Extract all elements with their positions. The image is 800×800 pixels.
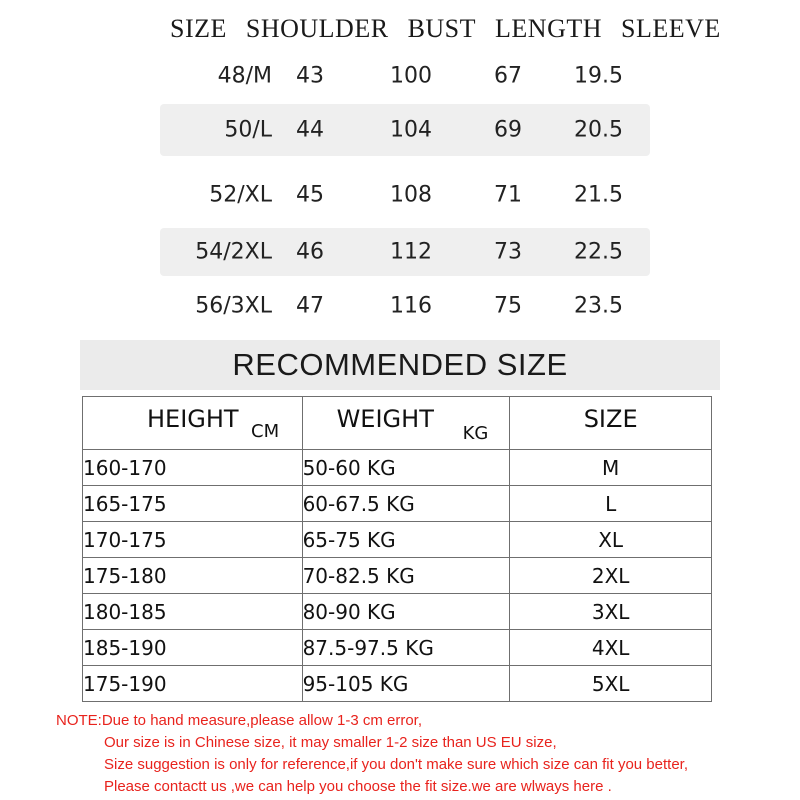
- table-row: [83, 630, 712, 666]
- bust-cell: 116: [390, 293, 432, 319]
- shoulder-cell: 43: [296, 63, 324, 89]
- sleeve-cell: 23.5: [574, 293, 623, 319]
- shoulder-cell: 47: [296, 293, 324, 319]
- weight-cell: 80-90 KG: [302, 594, 510, 630]
- table-header-row: [83, 397, 712, 450]
- height-cell: 185-190: [83, 630, 303, 666]
- bust-cell: 112: [390, 239, 432, 265]
- weight-cell: 50-60 KG: [302, 450, 510, 486]
- height-cell: 160-170: [83, 450, 303, 486]
- length-cell: 71: [494, 182, 522, 208]
- size-row: [160, 172, 650, 218]
- table-row: [83, 522, 712, 558]
- size-label: SIZE: [583, 405, 638, 433]
- sleeve-cell: 21.5: [574, 182, 623, 208]
- size-cell: 3XL: [510, 594, 712, 630]
- bust-cell: 100: [390, 63, 432, 89]
- size-cell: XL: [510, 522, 712, 558]
- recommended-size-title: RECOMMENDED SIZE: [80, 340, 720, 390]
- size-row: [160, 284, 650, 328]
- weight-cell: 95-105 KG: [302, 666, 510, 702]
- note-line: Our size is in Chinese size, it may smaller 1-2 size than US EU size,: [104, 734, 557, 751]
- shoulder-cell: 45: [296, 182, 324, 208]
- length-cell: 69: [494, 117, 522, 143]
- height-cell: 165-175: [83, 486, 303, 522]
- sleeve-cell: 22.5: [574, 239, 623, 265]
- recommended-size-table: [82, 396, 712, 702]
- size-cell: 2XL: [510, 558, 712, 594]
- weight-cell: 65-75 KG: [302, 522, 510, 558]
- length-cell: 73: [494, 239, 522, 265]
- size-note: [56, 710, 796, 798]
- size-cell: L: [510, 486, 712, 522]
- weight-header: [302, 397, 510, 450]
- header-size: SIZE: [170, 14, 227, 43]
- height-cell: 175-190: [83, 666, 303, 702]
- weight-label: WEIGHT: [336, 405, 434, 433]
- table-row: [83, 594, 712, 630]
- height-cell: 170-175: [83, 522, 303, 558]
- height-unit: CM: [251, 421, 280, 442]
- note-line: Size suggestion is only for reference,if you don't make sure which size can fit you better,: [104, 756, 688, 773]
- table-row: [83, 666, 712, 702]
- sleeve-cell: 20.5: [574, 117, 623, 143]
- header-length: LENGTH: [495, 14, 603, 43]
- height-cell: 180-185: [83, 594, 303, 630]
- size-cell: 50/L: [224, 117, 272, 143]
- bust-cell: 104: [390, 117, 432, 143]
- size-chart-header: [170, 14, 721, 54]
- table-row: [83, 558, 712, 594]
- size-cell: 4XL: [510, 630, 712, 666]
- note-line: Please contactt us ,we can help you choose the fit size.we are wlways here .: [104, 778, 612, 795]
- size-cell: 56/3XL: [195, 293, 272, 319]
- size-cell: M: [510, 450, 712, 486]
- size-cell: 48/M: [217, 63, 272, 89]
- header-sleeve: SLEEVE: [621, 14, 721, 43]
- shoulder-cell: 44: [296, 117, 324, 143]
- weight-cell: 87.5-97.5 KG: [302, 630, 510, 666]
- height-label: HEIGHT: [147, 405, 239, 433]
- size-cell: 54/2XL: [195, 239, 272, 265]
- table-row: [83, 450, 712, 486]
- sleeve-cell: 19.5: [574, 63, 623, 89]
- table-row: [83, 486, 712, 522]
- length-cell: 75: [494, 293, 522, 319]
- weight-cell: 70-82.5 KG: [302, 558, 510, 594]
- weight-cell: 60-67.5 KG: [302, 486, 510, 522]
- size-header: [510, 397, 712, 450]
- shoulder-cell: 46: [296, 239, 324, 265]
- bust-cell: 108: [390, 182, 432, 208]
- weight-unit: KG: [462, 423, 489, 444]
- length-cell: 67: [494, 63, 522, 89]
- height-header: [83, 397, 303, 450]
- size-cell: 5XL: [510, 666, 712, 702]
- size-row: [160, 104, 650, 156]
- header-bust: BUST: [407, 14, 477, 43]
- header-shoulder: SHOULDER: [245, 14, 389, 43]
- note-line: NOTE:Due to hand measure,please allow 1-3 cm error,: [56, 712, 422, 729]
- height-cell: 175-180: [83, 558, 303, 594]
- size-row: [160, 56, 650, 96]
- size-row: [160, 228, 650, 276]
- size-cell: 52/XL: [209, 182, 272, 208]
